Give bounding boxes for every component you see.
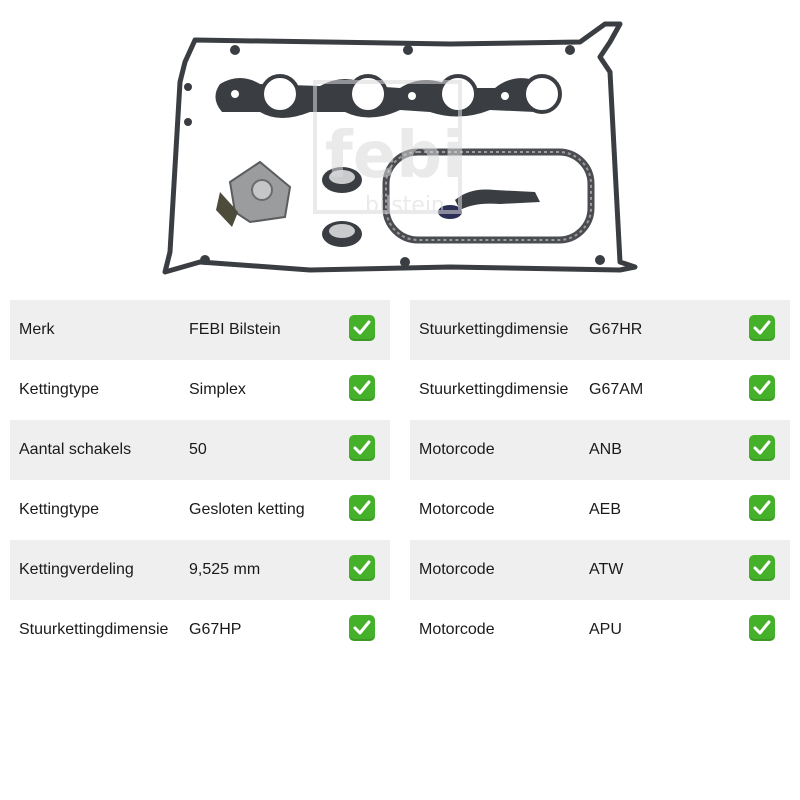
chain-tensioner [216,162,290,227]
spec-row [10,600,390,660]
spec-value: G67HP [189,621,242,638]
spec-value: Simplex [189,381,246,398]
spec-label: Kettingtype [19,381,100,398]
spec-label: Stuurkettingdimensie [419,321,569,338]
spec-value: APU [589,621,622,638]
check-mark-icon [749,615,775,641]
check-mark-icon [349,495,375,521]
check-mark-icon [349,375,375,401]
spec-value: AEB [589,501,622,518]
spec-row [10,300,390,360]
spec-value: G67HR [589,321,643,338]
spec-table-left [10,300,390,660]
spec-value: G67AM [589,381,644,398]
spec-row [410,480,790,540]
spec-label: Motorcode [419,621,495,638]
check-mark-icon [749,435,775,461]
spec-row [10,360,390,420]
spec-label: Motorcode [419,561,495,578]
spec-value: FEBI Bilstein [189,321,281,338]
spec-value: 50 [189,441,207,458]
spec-label: Kettingtype [19,501,100,518]
spec-label: Aantal schakels [19,441,132,458]
check-mark-icon [349,555,375,581]
spec-label: Merk [19,321,55,338]
spec-row [10,540,390,600]
check-mark-icon [749,555,775,581]
spec-row [10,480,390,540]
spec-value: ATW [589,561,624,578]
check-mark-icon [749,375,775,401]
spec-label: Kettingverdeling [19,561,134,578]
check-mark-icon [349,435,375,461]
check-mark-icon [749,315,775,341]
spec-value: Gesloten ketting [189,501,305,518]
spec-row [410,360,790,420]
spec-row [410,420,790,480]
check-mark-icon [749,495,775,521]
spec-table-right [410,300,790,660]
spec-label: Motorcode [419,501,495,518]
chain-guide [438,189,540,219]
spec-row [410,300,790,360]
spec-row [410,600,790,660]
check-mark-icon [349,315,375,341]
spec-value: ANB [589,441,622,458]
spec-row [410,540,790,600]
product-image [150,12,650,282]
check-mark-icon [349,615,375,641]
svg-text:bilstein: bilstein [365,193,445,218]
spec-value: 9,525 mm [189,561,261,578]
svg-text:febi: febi [325,119,464,193]
spec-label: Stuurkettingdimensie [419,381,569,398]
spec-row [10,420,390,480]
spec-label: Stuurkettingdimensie [19,621,169,638]
spec-label: Motorcode [419,441,495,458]
